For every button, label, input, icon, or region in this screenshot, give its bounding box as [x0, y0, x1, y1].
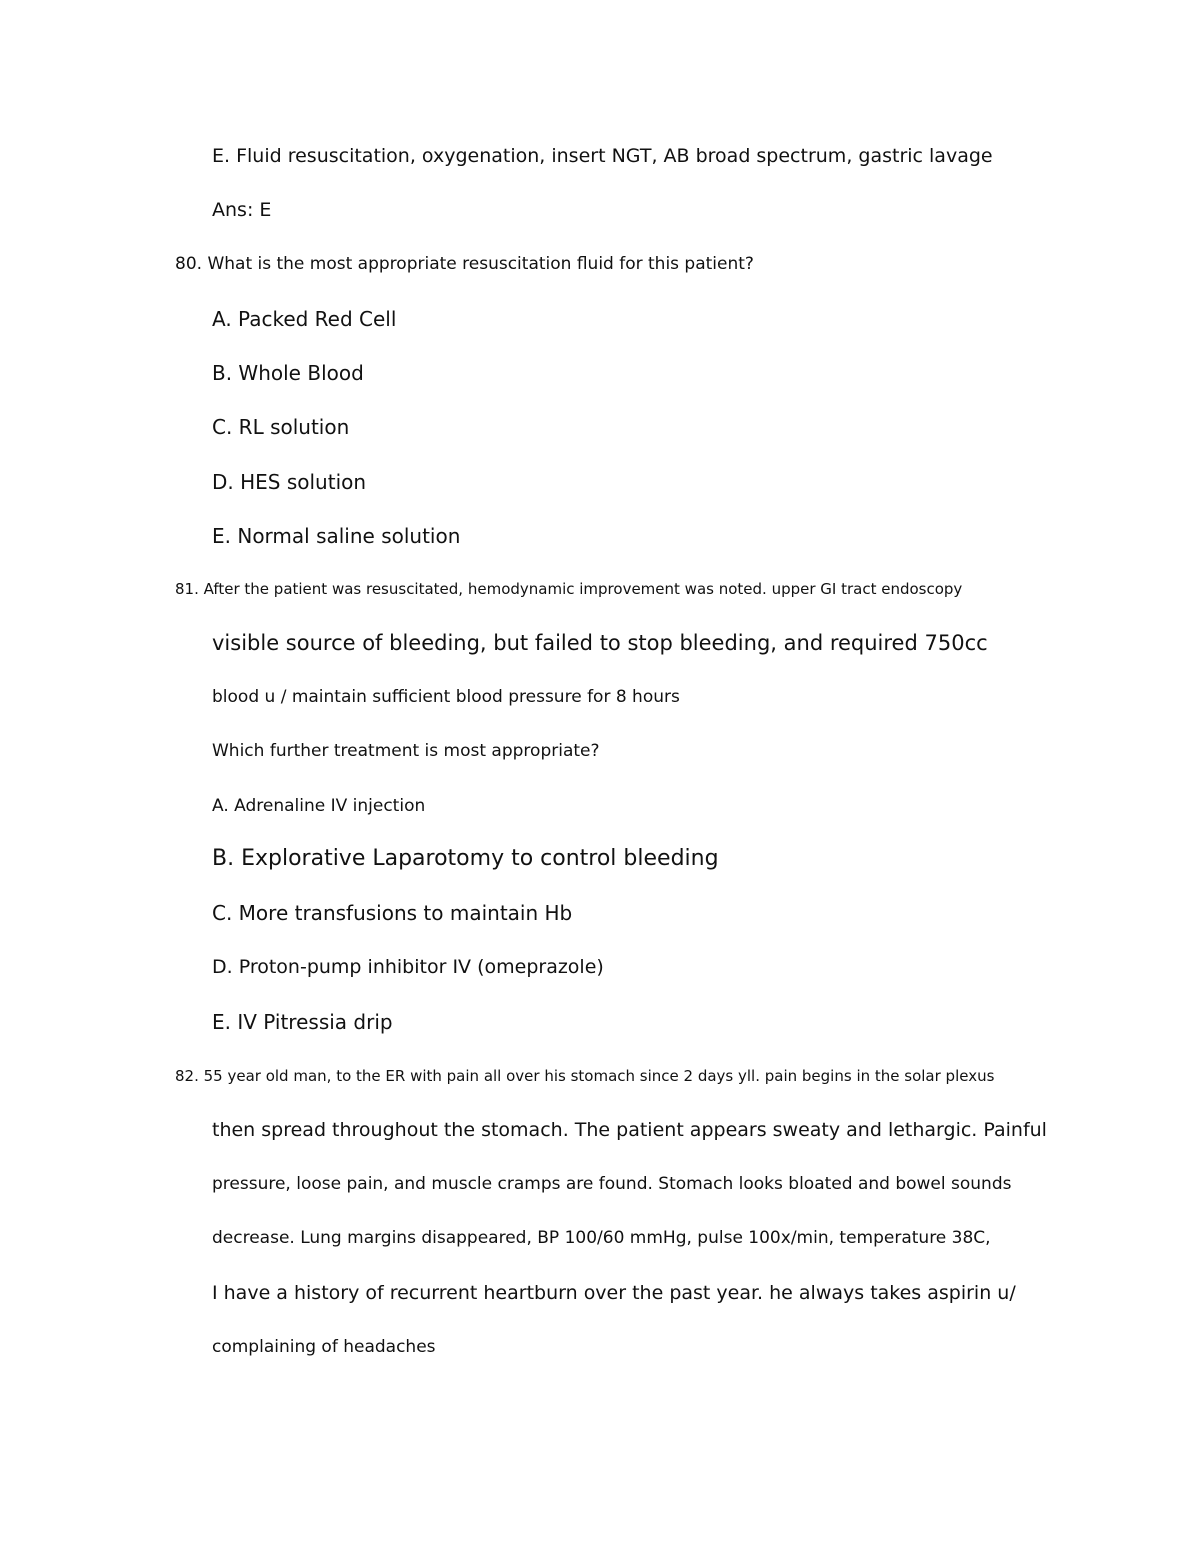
q80-option-c: C. RL solution [212, 415, 350, 439]
q81-stem-line-2: visible source of bleeding, but failed to stop bleeding, and required 750cc [212, 631, 988, 655]
q82-stem-line-6: complaining of headaches [212, 1337, 436, 1357]
q80-option-a: A. Packed Red Cell [212, 307, 397, 331]
q81-option-a: A. Adrenaline IV injection [212, 796, 426, 816]
q79-answer: Ans: E [212, 199, 272, 221]
q82-stem-line-3: pressure, loose pain, and muscle cramps are found. Stomach looks bloated and bowel sounds [212, 1174, 1012, 1194]
q82-stem-line-1: 82. 55 year old man, to the ER with pain all over his stomach since 2 days yll. pain begins in the solar plexus [175, 1067, 995, 1085]
q80-option-b: B. Whole Blood [212, 361, 364, 385]
q82-stem-line-5: I have a history of recurrent heartburn over the past year. he always takes aspirin u/ [212, 1282, 1016, 1304]
q79-option-e: E. Fluid resuscitation, oxygenation, insert NGT, AB broad spectrum, gastric lavage [212, 145, 993, 167]
q81-stem-line-3: blood u / maintain sufficient blood pressure for 8 hours [212, 687, 680, 707]
q81-option-e: E. IV Pitressia drip [212, 1010, 393, 1034]
q82-stem-line-4: decrease. Lung margins disappeared, BP 100/60 mmHg, pulse 100x/min, temperature 38C, [212, 1228, 991, 1248]
q82-stem-line-2: then spread throughout the stomach. The patient appears sweaty and lethargic. Painful [212, 1119, 1047, 1141]
q80-option-e: E. Normal saline solution [212, 524, 461, 548]
q80-stem: 80. What is the most appropriate resuscitation fluid for this patient? [175, 254, 754, 274]
q81-question: Which further treatment is most appropriate? [212, 741, 600, 761]
q81-option-c: C. More transfusions to maintain Hb [212, 901, 573, 925]
q81-option-b: B. Explorative Laparotomy to control bleeding [212, 846, 719, 871]
q80-option-d: D. HES solution [212, 470, 367, 494]
q81-option-d: D. Proton-pump inhibitor IV (omeprazole) [212, 956, 604, 978]
q81-stem-line-1: 81. After the patient was resuscitated, hemodynamic improvement was noted. upper GI tract endoscopy [175, 580, 963, 598]
